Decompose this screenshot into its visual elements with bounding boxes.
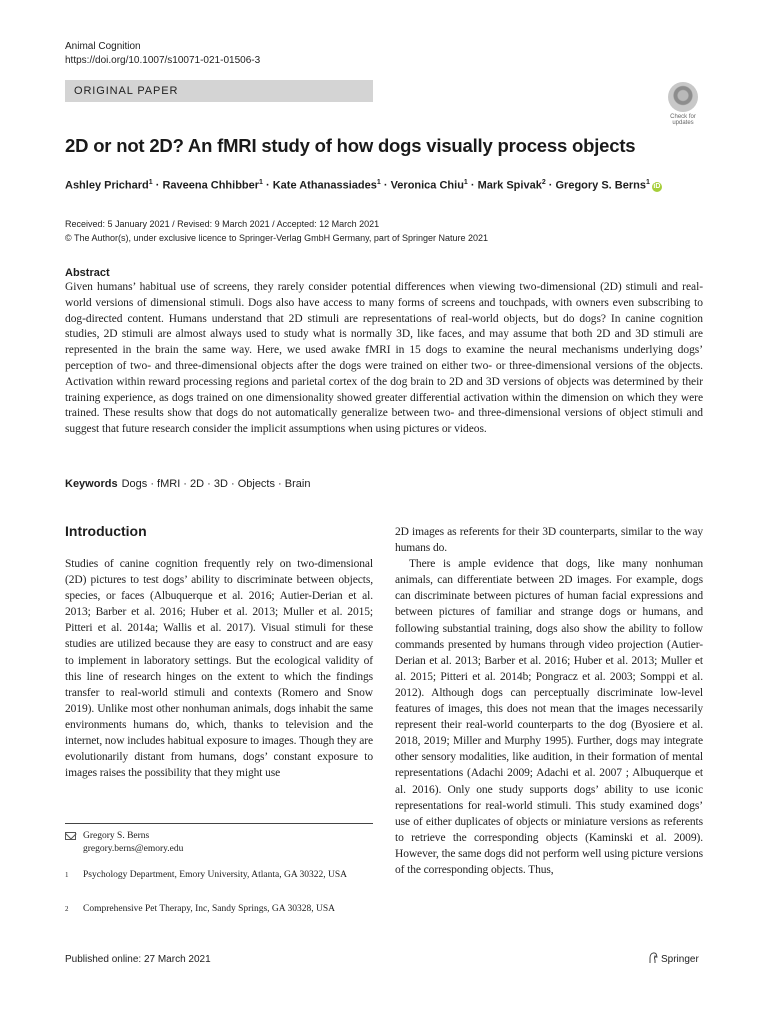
affiliation-1 (65, 869, 373, 882)
author-affiliation: 1 (463, 179, 468, 186)
article-type-badge: ORIGINAL PAPER (65, 80, 373, 102)
copyright-line: © The Author(s), under exclusive licence to Springer-Verlag GmbH Germany, part of Springer Nature 2021 (65, 232, 488, 243)
doi-link[interactable]: https://doi.org/10.1007/s10071-021-01506-3 (65, 55, 261, 66)
affiliation-text: Psychology Department, Emory University, Atlanta, GA 30322, USA (83, 870, 348, 880)
abstract-text: Given humans’ habitual use of screens, they rarely consider potential differences when viewing two-dimensional (2D) stimuli and real-world versions of dimensional stimuli. Dogs also have access to many forms of screens and touchpads, with owners even subscribing to dog-directed content. Humans understand that 2D stimuli are representations of real-world objects, but do dogs? In canine cognition studies, 2D stimuli are almost always used to study what is normally 3D, like faces, and may assume that both 2D and 3D stimuli are represented in the brain the same way. Here, we used awake fMRI in 15 dogs to examine the neural mechanisms underlying dogs’ perception of two- and three-dimensional objects after the dogs were trained on either two- or three-dimensional versions of the objects. Activation within reward processing regions and parietal cortex of the dog brain to 2D and 3D versions of objects was determined by their training experience, as dogs trained on one dimensionality showed greater differential activation within the dimension on which they were trained. These results show that dogs do not automatically generalize between two- and three-dimensional versions of object stimuli and suggest that future research consider the implicit assumptions when using pictures or videos. (65, 281, 703, 436)
affiliation-marker: 1 (65, 871, 69, 879)
author-affiliation: 2 (541, 179, 546, 186)
author-separator: · (152, 179, 163, 192)
publisher-logo (648, 952, 699, 965)
springer-horse-icon (648, 952, 658, 964)
paragraph: 2D images as referents for their 3D counterparts, similar to the way humans do. (395, 526, 703, 555)
published-date: Published online: 27 March 2021 (65, 954, 211, 965)
author-name[interactable]: Raveena Chhibber (162, 179, 260, 192)
author-separator: · (262, 179, 273, 192)
affiliation-2 (65, 903, 373, 916)
check-updates-icon (668, 82, 698, 112)
author-affiliation: 1 (148, 179, 153, 186)
envelope-icon (65, 832, 76, 840)
author-list (65, 179, 662, 192)
affiliation-text: Comprehensive Pet Therapy, Inc, Sandy Springs, GA 30328, USA (83, 904, 335, 914)
author-name[interactable]: Mark Spivak (477, 179, 542, 192)
corresponding-author-note (65, 830, 373, 855)
journal-name: Animal Cognition (65, 41, 141, 52)
paper-title: 2D or not 2D? An fMRI study of how dogs visually process objects (65, 135, 636, 156)
affiliation-marker: 2 (65, 905, 69, 913)
body-column-right (395, 524, 703, 878)
history-dates: Received: 5 January 2021 / Revised: 9 March 2021 / Accepted: 12 March 2021 (65, 219, 380, 229)
article-history (65, 218, 488, 245)
introduction-heading: Introduction (65, 523, 147, 539)
orcid-icon[interactable]: iD (653, 182, 661, 190)
keywords-line (65, 478, 310, 490)
author-affiliation: 1 (259, 179, 263, 186)
author-affiliation: 1 (376, 179, 381, 186)
check-for-updates-button[interactable] (663, 82, 703, 124)
author-name[interactable]: Kate Athanassiades (272, 179, 377, 192)
keywords-text: Dogs · fMRI · 2D · 3D · Objects · Brain (121, 478, 311, 490)
footnote-divider (65, 823, 373, 824)
publisher-name: Springer (661, 954, 699, 965)
author-affiliation: 1 (645, 179, 650, 186)
author-name[interactable]: Gregory S. Berns (555, 179, 646, 192)
journal-header (65, 40, 260, 68)
paragraph: Studies of canine cognition frequently rely on two-dimensional (2D) pictures to test dogs’ ability to discriminate between objects, species, or faces (Albuquerque et al. 2016; Autier-Derian et al. 2013; Barber et al. 2016; Huber et al. 2013; Muller et al. 2015; Pitteri et al. 2014a; Wallis et al. 2017). Visual stimuli for these studies are utilized because they are easy to construct and are easy to implement in laboratory settings. But the ecological validity of this line of research hinges on the extent to which the findings transfer to real-world stimuli and contexts (Romero and Snow 2019). Unlike most other nonhuman animals, dogs inhabit the same environments humans do, which, thanks to television and the internet, now includes habitual exposure to images. Though they are evolutionarily distant from humans, dogs’ constant exposure to images raises the possibility that they might use (65, 558, 373, 780)
body-column-left (65, 556, 373, 781)
author-separator: · (380, 179, 391, 192)
check-updates-label: Check for updates (670, 114, 696, 126)
author-separator: · (467, 179, 478, 192)
paragraph: There is ample evidence that dogs, like many nonhuman animals, can differentiate between 2D images. For example, dogs can discriminate between pictures of human facial expressions and between pictures of familiar and strange dogs or humans, and following substantial training, dogs also show the ability to follow commands presented by humans through video projection (Autier-Derian et al. 2013; Barber et al. 2016; Huber et al. 2013; Muller et al. 2015; Pitteri et al. 2014b; Pongracz et al. 2003; Somppi et al. 2012). Although dogs can perceptually discriminate low-level features of images, this does not mean that the images necessarily represent their real-world counterparts to the dog (Byosiere et al. 2018, 2019; Miller and Murphy 1995). Further, dogs may integrate other sensory modalities, like audition, in their formation of mental representations (Adachi 2009; Adachi et al. 2007 ; Albuquerque et al. 2016). Only one study supports dogs’ ability to use iconic representations for real-world stimuli. This study examined dogs’ use of either duplicates of objects or miniature versions as referents to retrieve the corresponding objects (Kaminski et al. 2009). However, the same dogs did not perform well using picture versions of the corresponding objects. Thus, (395, 558, 703, 876)
corresponding-name: Gregory S. Berns (83, 831, 150, 841)
author-separator: · (545, 179, 556, 192)
abstract-heading: Abstract (65, 267, 110, 279)
author-name[interactable]: Veronica Chiu (390, 179, 464, 192)
author-name[interactable]: Ashley Prichard (65, 179, 149, 192)
corresponding-email[interactable]: gregory.berns@emory.edu (83, 843, 184, 854)
keywords-label: Keywords (65, 478, 118, 490)
